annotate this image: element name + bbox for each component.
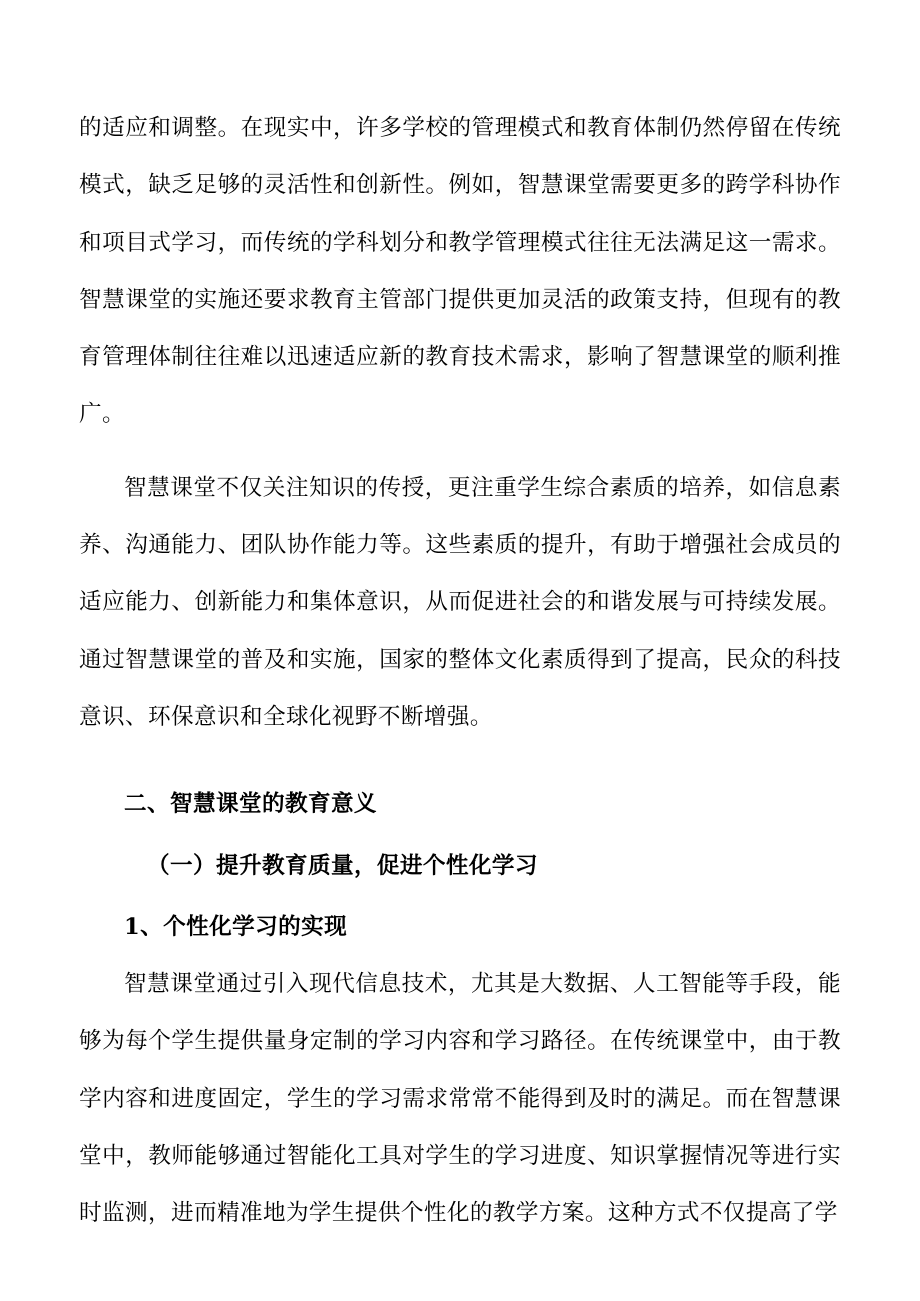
item-heading-personalized-learning: 1、个性化学习的实现 bbox=[124, 913, 348, 940]
sub-heading-improve-quality: （一）提升教育质量，促进个性化学习 bbox=[147, 852, 538, 879]
body-paragraph-comprehensive-quality: 智慧课堂不仅关注知识的传授，更注重学生综合素质的培养，如信息素养、沟通能力、团队协作能力等。这些素质的提升，有助于增强社会成员的适应能力、创新能力和集体意识，从而促进社会的和谐发展与可持续发展。通过智慧课堂的普及和实施，国家的整体文化素质得到了提高，民众的科技意识、环保意识和全球化视野不断增强。 bbox=[79, 474, 841, 730]
body-paragraph-continued: 的适应和调整。在现实中，许多学校的管理模式和教育体制仍然停留在传统模式，缺乏足够的灵活性和创新性。例如，智慧课堂需要更多的跨学科协作和项目式学习，而传统的学科划分和教学管理模式往往无法满足这一需求。智慧课堂的实施还要求教育主管部门提供更加灵活的政策支持，但现有的教育管理体制往往难以迅速适应新的教育技术需求，影响了智慧课堂的顺利推广。 bbox=[79, 115, 841, 428]
body-paragraph-personalized-learning: 智慧课堂通过引入现代信息技术，尤其是大数据、人工智能等手段，能够为每个学生提供量身定制的学习内容和学习路径。在传统课堂中，由于教学内容和进度固定，学生的学习需求常常不能得到及时的满足。而在智慧课堂中，教师能够通过智能化工具对学生的学习进度、知识掌握情况等进行实时监测，进而精准地为学生提供个性化的教学方案。这种方式不仅提高了学 bbox=[79, 971, 841, 1227]
section-heading-educational-significance: 二、智慧课堂的教育意义 bbox=[124, 791, 377, 818]
